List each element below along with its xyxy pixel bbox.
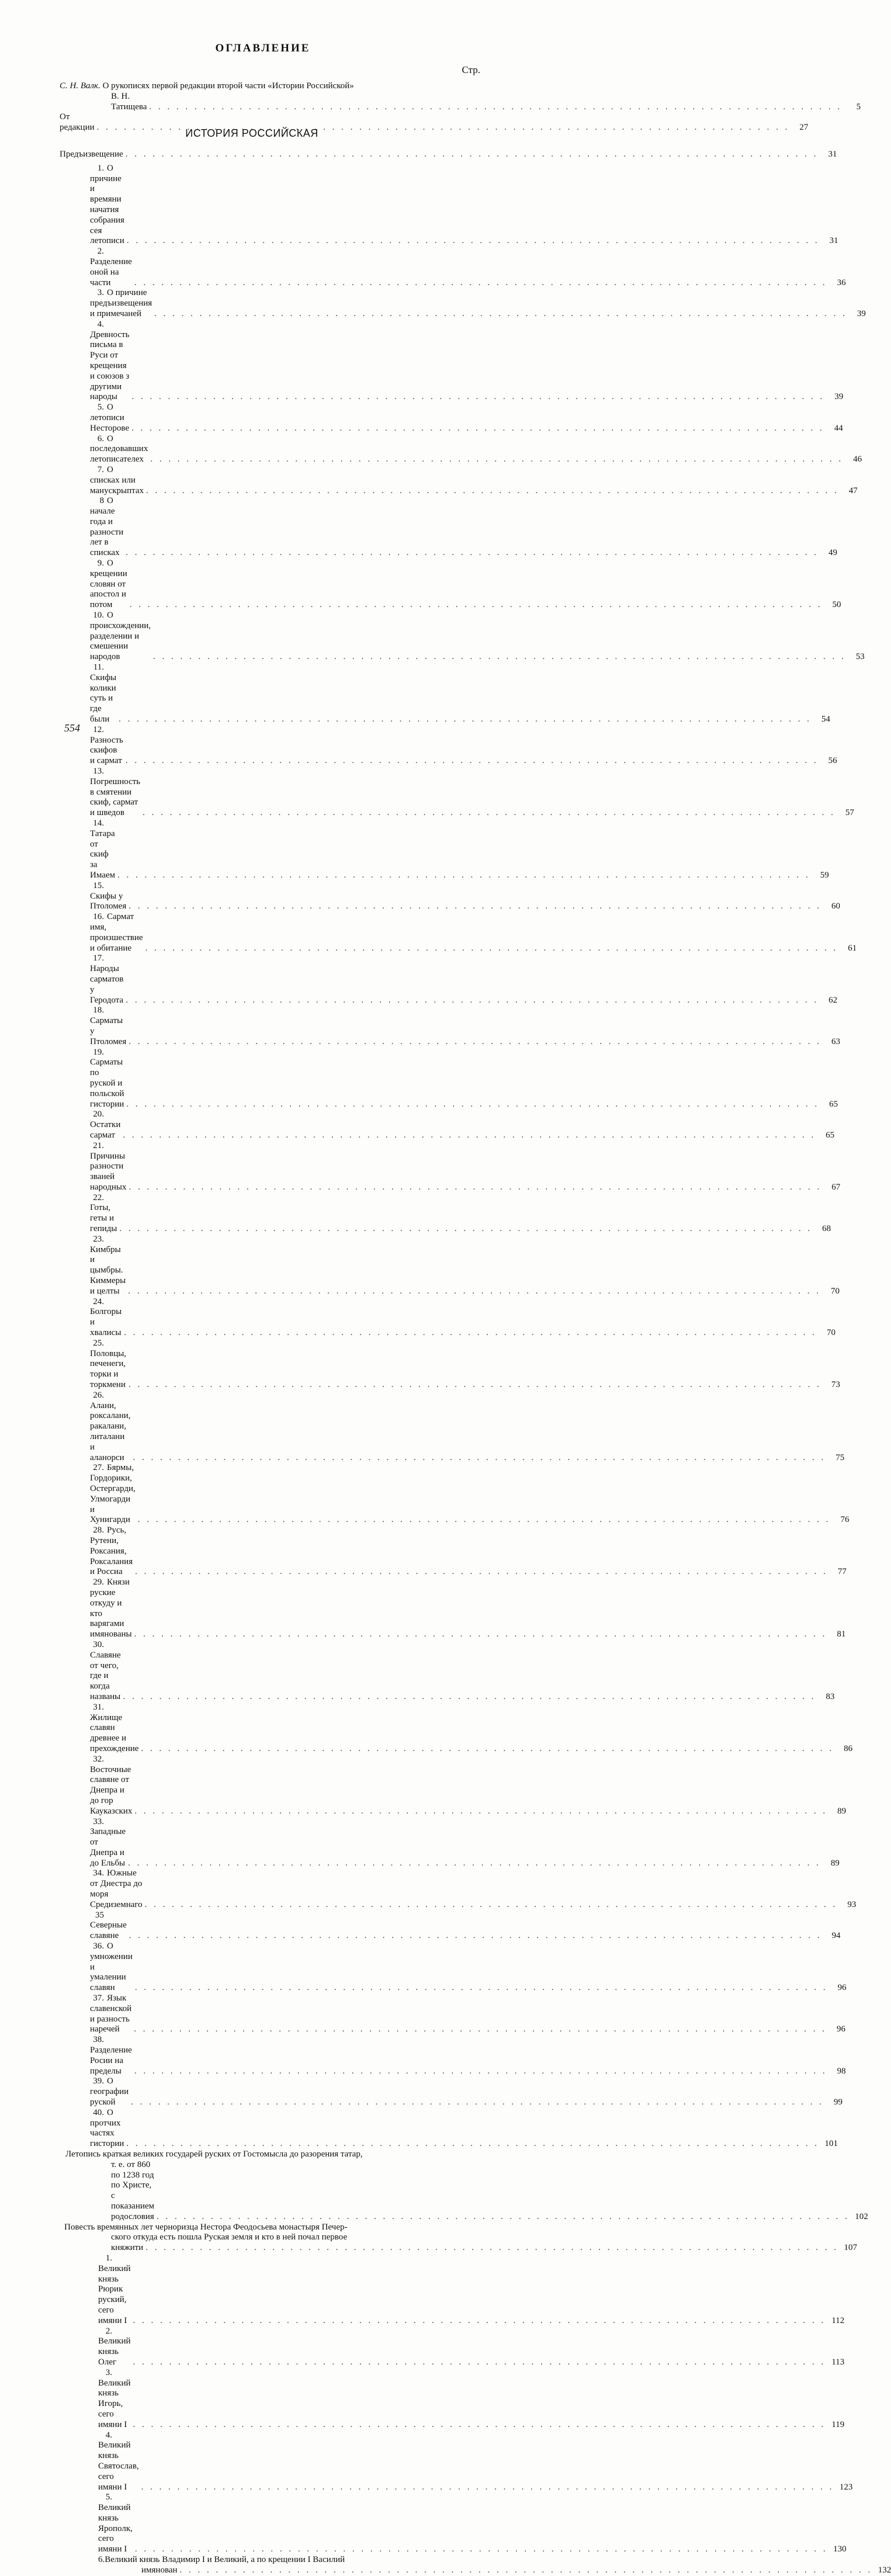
entry-number: 14.	[93, 819, 104, 828]
entry-number: 7.	[97, 464, 104, 474]
entry-number: 38.	[93, 2035, 104, 2045]
entry-number: 5.	[97, 403, 104, 412]
dot-leader	[121, 1692, 816, 1703]
toc-chapter-30	[60, 1639, 835, 1703]
entry-continuation: княжити	[111, 2243, 144, 2253]
entry-text: О последовавших летописателех	[90, 434, 148, 464]
entry-number: 24.	[93, 1296, 104, 1306]
entry-text: Сармат имя, произшествие и обитание	[90, 912, 143, 953]
entry-number: 22.	[93, 1192, 104, 1202]
entry-text: Причины разности званей народных	[90, 1151, 127, 1192]
entry-text: Разделение Росии на пределы	[90, 2045, 132, 2076]
dot-leader	[133, 1567, 828, 1578]
entry-number: 1.	[105, 2253, 112, 2263]
page-number: 554	[64, 722, 80, 734]
toc-chapter-13	[60, 767, 854, 819]
toc-chapter-40	[60, 2107, 838, 2149]
page-ref: 61	[848, 943, 857, 953]
toc-prince-2	[60, 2326, 845, 2368]
toc-chapter-19	[60, 1047, 838, 1110]
toc-chapter-26	[60, 1390, 845, 1464]
toc-chapter-37	[60, 1993, 845, 2035]
dot-leader	[140, 808, 835, 819]
entry-number: 26.	[93, 1390, 104, 1400]
dot-leader	[148, 455, 843, 465]
page-ref: 60	[831, 902, 840, 911]
toc-chapter-16	[60, 912, 857, 954]
entry-number: 28.	[93, 1526, 104, 1535]
toc-chapter-39	[60, 2076, 843, 2107]
entry-text: Скифы у Птоломея	[90, 891, 127, 911]
dot-leader	[126, 1380, 821, 1391]
entry-text: Сарматы по руской и польской гистории	[90, 1058, 124, 1109]
page-ref: 50	[832, 600, 841, 610]
entry-continuation: имянован	[141, 2565, 178, 2575]
entry-number: 10.	[93, 611, 104, 620]
page-ref: 65	[829, 1099, 838, 1109]
entry-number: 12.	[93, 724, 104, 734]
entry-number: 6.	[97, 434, 104, 443]
dot-leader	[115, 871, 810, 881]
page-ref: 31	[828, 150, 837, 159]
toc-chapter-6	[60, 434, 862, 465]
toc-chapter-1	[60, 163, 838, 247]
page-ref: 59	[820, 870, 829, 880]
entry-text: Великий князь Олег	[98, 2336, 131, 2367]
entry-number: 20.	[93, 1110, 104, 1119]
entry-continuation: т. е. от 860 по 1238 год по Христе, с показанием родословия	[111, 2159, 155, 2221]
entry-text: Бярмы, Гордорики, Остергарди, Улмогарди и Хунигарди	[90, 1463, 136, 1525]
page-ref: 65	[826, 1130, 835, 1140]
toc-chapter-11	[60, 663, 830, 725]
entry-text: О причине предъизвещения и примечаней	[90, 288, 152, 318]
entry-number: 31.	[93, 1702, 104, 1712]
page-ref: 47	[848, 486, 858, 495]
pages-column-header: Стр.	[462, 64, 480, 75]
page-ref: 67	[831, 1182, 841, 1192]
entry-continuation: ского откуда есть пошла Руская земля и кто в ней почал первое	[111, 2232, 348, 2242]
toc-chapter-4	[60, 319, 844, 403]
dot-leader	[127, 1931, 822, 1941]
dot-leader	[126, 902, 821, 912]
page-ref: 49	[828, 548, 837, 558]
entry-text: Народы сарматов у Геродота	[90, 964, 124, 1005]
page-ref: 113	[831, 2357, 845, 2367]
toc-chapter-29	[60, 1578, 846, 1640]
page-ref: 81	[837, 1629, 846, 1639]
entry-text: Южные от Днестра до моря Средиземнаго	[90, 1868, 143, 1909]
entry-text: Летопись краткая великих государей руских от Гостомысла до разорения татар,	[65, 2149, 363, 2159]
toc-chapter-15	[60, 880, 840, 912]
dot-leader	[178, 2565, 873, 2576]
dot-leader	[133, 1983, 828, 1993]
toc-entry-tale	[60, 2222, 857, 2253]
dot-leader	[116, 715, 812, 725]
dot-leader	[126, 1037, 821, 1048]
page-ref: 73	[831, 1380, 840, 1390]
entry-text: Великий князь Ярополк, сего имяни I	[98, 2503, 133, 2554]
toc-chapter-8	[60, 496, 837, 559]
entry-text: Остатки сармат	[90, 1120, 121, 1140]
toc-chapter-35	[60, 1910, 841, 1941]
author-name: С. Н. Валк.	[60, 81, 100, 91]
entry-number: 16.	[93, 912, 104, 922]
page-ref: 31	[829, 236, 838, 246]
page-title: ОГЛАВЛЕНИЕ	[215, 42, 311, 54]
entry-text: Повесть времянных лет черноризца Нестора Феодосьева монастыря Печер-	[64, 2222, 348, 2232]
entry-text: Западные от Днепра и до Ельбы	[90, 1827, 126, 1868]
entry-text: Великий князь Святослав, сего имяни I	[98, 2440, 139, 2492]
page-ref: 89	[830, 1858, 840, 1868]
chapter-list	[60, 163, 866, 2149]
entry-number: 27.	[93, 1463, 104, 1473]
dot-leader	[126, 1859, 821, 1869]
entry-number: 3.	[105, 2367, 112, 2377]
page-ref: 39	[834, 392, 844, 402]
page-ref: 56	[828, 756, 837, 766]
toc-chapter-3	[60, 288, 866, 319]
entry-text: Предъизвещение	[60, 150, 123, 159]
entry-number: 2.	[105, 2326, 112, 2336]
toc-chapter-12	[60, 724, 837, 767]
dot-leader	[129, 2097, 824, 2108]
entry-number: 25.	[93, 1338, 104, 1348]
dot-leader	[132, 278, 827, 289]
page-ref: 54	[821, 715, 830, 724]
entry-text: Скифы колики суть и где были	[90, 672, 117, 724]
entry-text: От редакции	[60, 112, 95, 133]
dot-leader	[120, 1131, 816, 1141]
entry-number: 33.	[93, 1816, 104, 1826]
toc-chapter-25	[60, 1338, 840, 1391]
entry-number: 35	[95, 1910, 104, 1920]
dot-leader	[132, 2067, 827, 2077]
front-matter	[60, 81, 861, 133]
page-ref: 70	[827, 1328, 836, 1338]
toc-prince-5	[60, 2492, 847, 2555]
entry-number: 2.	[97, 247, 104, 256]
entry-number: 15.	[93, 880, 104, 890]
toc-chapter-34	[60, 1868, 857, 1910]
prince-list	[60, 2253, 853, 2555]
toc-chapter-36	[60, 1941, 847, 1993]
entry-number: 4.	[105, 2430, 112, 2440]
entry-text: Великий князь Владимир I и Великий, а по крещении I Василий	[105, 2555, 345, 2565]
page-ref: 107	[844, 2243, 857, 2253]
dot-leader	[131, 1453, 826, 1464]
page-ref: 101	[824, 2139, 838, 2149]
toc-chapter-22	[60, 1192, 831, 1235]
dot-leader	[129, 392, 824, 403]
dot-leader	[132, 1807, 827, 1817]
entry-continuation: В. Н. Татищева	[111, 91, 147, 112]
page-ref: 99	[833, 2097, 843, 2107]
entry-number: 8	[99, 496, 104, 506]
dot-leader	[117, 1224, 812, 1235]
entry-number: 37.	[93, 1993, 104, 2003]
page-ref: 93	[847, 1899, 857, 1909]
toc-chapter-18	[60, 1006, 840, 1047]
entry-text: О причине и времяни начатия собрания сея летописи	[90, 163, 124, 246]
dot-leader	[124, 2139, 819, 2149]
entry-text: Половцы, печенеги, торки и торкмени	[90, 1348, 127, 1390]
toc-chapter-5	[60, 403, 843, 434]
dot-leader	[123, 548, 819, 559]
toc-entry-prince-6	[60, 2555, 891, 2576]
page-ref: 63	[831, 1036, 840, 1046]
page-ref: 77	[837, 1567, 847, 1577]
entry-number: 30.	[93, 1639, 104, 1649]
page-ref: 96	[836, 2024, 845, 2034]
dot-leader	[131, 2316, 826, 2327]
toc-chapter-17	[60, 954, 838, 1006]
entry-text: Древность письма в Руси от крещения и союзов з другими народы	[90, 330, 130, 402]
page-ref: 76	[840, 1515, 850, 1525]
dot-leader	[152, 309, 847, 320]
page-ref: 98	[837, 2066, 846, 2076]
dot-leader	[143, 1900, 838, 1911]
toc-chapter-24	[60, 1296, 836, 1339]
dot-leader	[144, 486, 839, 497]
table-of-contents	[60, 150, 891, 2576]
page-ref: 68	[822, 1224, 831, 1234]
entry-number: 1.	[97, 163, 104, 173]
entry-text: Готы, геты и гепиды	[90, 1203, 117, 1234]
page-ref: 94	[831, 1931, 841, 1941]
entry-number: 23.	[93, 1234, 104, 1244]
entry-text: Разность скифов и сармат	[90, 735, 123, 766]
page-ref: 102	[855, 2211, 868, 2221]
entry-text: Восточные славяне от Днепра и до гор Кауказских	[90, 1764, 133, 1816]
entry-number: 21.	[93, 1140, 104, 1150]
dot-leader	[143, 944, 838, 954]
page-ref: 96	[837, 1983, 847, 1993]
entry-text: Погрешность в смятении скиф, сармат и шведов	[90, 776, 141, 818]
entry-number: 40.	[93, 2107, 104, 2117]
page-ref: 70	[831, 1286, 840, 1296]
entry-text: О протчих частях гистории	[90, 2107, 124, 2149]
entry-text: Русь, Рутени, Роксания, Роксалания и Россиа	[90, 1526, 133, 1577]
toc-prince-1	[60, 2253, 845, 2327]
entry-text: Жилище славян древнее и прехождение	[90, 1712, 139, 1753]
page-ref: 44	[834, 423, 843, 433]
entry-text: О крещении словян от апостол и потом	[90, 559, 127, 610]
toc-entry-chronicle	[60, 2149, 868, 2223]
entry-number: 36.	[93, 1941, 104, 1951]
section-title: ИСТОРИЯ РОССИЙСКАЯ	[185, 127, 318, 139]
dot-leader	[131, 2357, 826, 2368]
entry-text: Великий князь Рюрик руский, сего имяни I	[98, 2263, 131, 2325]
entry-number: 13.	[93, 767, 104, 776]
entry-text: Сарматы у Птоломея	[90, 1016, 127, 1046]
page-ref: 119	[831, 2419, 845, 2429]
entry-text: Язык славенской и разность наречей	[90, 1993, 132, 2034]
dot-leader	[151, 652, 846, 663]
dot-leader	[131, 2420, 826, 2431]
toc-chapter-38	[60, 2035, 846, 2076]
entry-text: Славяне от чего, где и когда названы	[90, 1650, 121, 1701]
toc-chapter-20	[60, 1110, 835, 1140]
dot-leader	[129, 424, 824, 434]
toc-chapter-27	[60, 1463, 850, 1526]
page-ref: 130	[833, 2544, 847, 2554]
page-ref: 46	[853, 455, 862, 464]
entry-text: Болгоры и хвалисы	[90, 1307, 122, 1338]
dot-leader	[143, 2243, 838, 2253]
entry-number: 4.	[97, 319, 104, 329]
entry-text: О географии руской	[90, 2076, 129, 2107]
entry-number: 39.	[93, 2076, 104, 2086]
entry-text: Северные славяне	[90, 1920, 127, 1941]
entry-number: 3.	[97, 288, 104, 298]
dot-leader	[123, 150, 819, 160]
toc-chapter-10	[60, 611, 865, 663]
entry-number: 32.	[93, 1754, 104, 1764]
entry-number: 5.	[105, 2492, 112, 2502]
dot-leader	[126, 1287, 821, 1297]
dot-leader	[133, 2544, 828, 2555]
entry-number: 34.	[93, 1868, 104, 1878]
dot-leader	[154, 2212, 850, 2223]
entry-text: О начале года и разности лет в списках	[90, 496, 124, 558]
page-ref: 112	[831, 2315, 845, 2325]
toc-chapter-21	[60, 1140, 841, 1193]
entry-text: Кимбры и цымбры. Киммеры и целты	[90, 1244, 126, 1296]
entry-text: О умножении и умалении славян	[90, 1941, 133, 1993]
page-ref: 27	[799, 123, 809, 133]
page-ref: 57	[845, 808, 854, 818]
entry-text: Великий князь Игорь, сего имяни I	[98, 2378, 131, 2429]
toc-prince-3	[60, 2367, 845, 2431]
page-ref: 53	[855, 652, 865, 662]
page-ref: 89	[837, 1806, 847, 1816]
dot-leader	[124, 236, 820, 247]
dot-leader	[138, 1744, 834, 1755]
page-ref: 75	[835, 1452, 845, 1462]
page-ref: 36	[837, 278, 846, 287]
entry-text: Разделение оной на части	[90, 256, 132, 287]
toc-chapter-7	[60, 464, 858, 496]
toc-prince-4	[60, 2430, 853, 2493]
dot-leader	[123, 756, 819, 767]
toc-chapter-31	[60, 1702, 853, 1755]
entry-text: Алани, роксалани, ракалани, литалани и аланорси	[90, 1400, 131, 1462]
entry-number: 29.	[93, 1578, 104, 1587]
dot-leader	[132, 1629, 827, 1640]
toc-chapter-14	[60, 819, 829, 881]
entry-text: О рукописях первой редакции второй части «Истории Российской»	[100, 81, 354, 91]
entry-number: 17.	[93, 954, 104, 963]
page-ref: 123	[839, 2482, 853, 2492]
toc-entry-preface	[60, 150, 837, 160]
entry-number: 11.	[93, 663, 104, 672]
dot-leader	[127, 600, 823, 611]
toc-chapter-33	[60, 1816, 840, 1869]
entry-text: Князи руские откуду и кто варягами имянованы	[90, 1578, 132, 1639]
toc-chapter-9	[60, 559, 841, 611]
dot-leader	[131, 2024, 827, 2035]
dot-leader	[126, 1183, 821, 1193]
page-ref: 132	[878, 2565, 891, 2575]
dot-leader	[123, 996, 819, 1006]
toc-chapter-23	[60, 1234, 840, 1297]
entry-number: 19.	[93, 1047, 104, 1057]
dot-leader	[122, 1328, 817, 1339]
page-ref: 86	[844, 1743, 853, 1753]
toc-chapter-2	[60, 247, 846, 288]
entry-text: О происхождении, разделении и смешении народов	[90, 611, 151, 662]
page-ref: 39	[857, 308, 866, 318]
entry-text: Татара от скиф за Имаем	[90, 828, 116, 880]
dot-leader	[124, 1100, 819, 1110]
front-entry-valk	[60, 81, 861, 112]
page-ref: 5	[856, 102, 861, 112]
toc-chapter-28	[60, 1526, 847, 1578]
entry-text: О летописи Несторове	[90, 403, 130, 433]
dot-leader	[136, 1515, 831, 1526]
entry-number: 9.	[97, 559, 104, 568]
dot-leader	[147, 102, 842, 113]
page-ref: 62	[828, 995, 838, 1005]
entry-number: 18.	[93, 1006, 104, 1015]
page-ref: 83	[826, 1691, 835, 1701]
entry-text: О списках или манускрыптах	[90, 464, 144, 495]
dot-leader	[139, 2483, 834, 2493]
entry-number: 6.	[98, 2555, 105, 2565]
toc-chapter-32	[60, 1754, 847, 1817]
